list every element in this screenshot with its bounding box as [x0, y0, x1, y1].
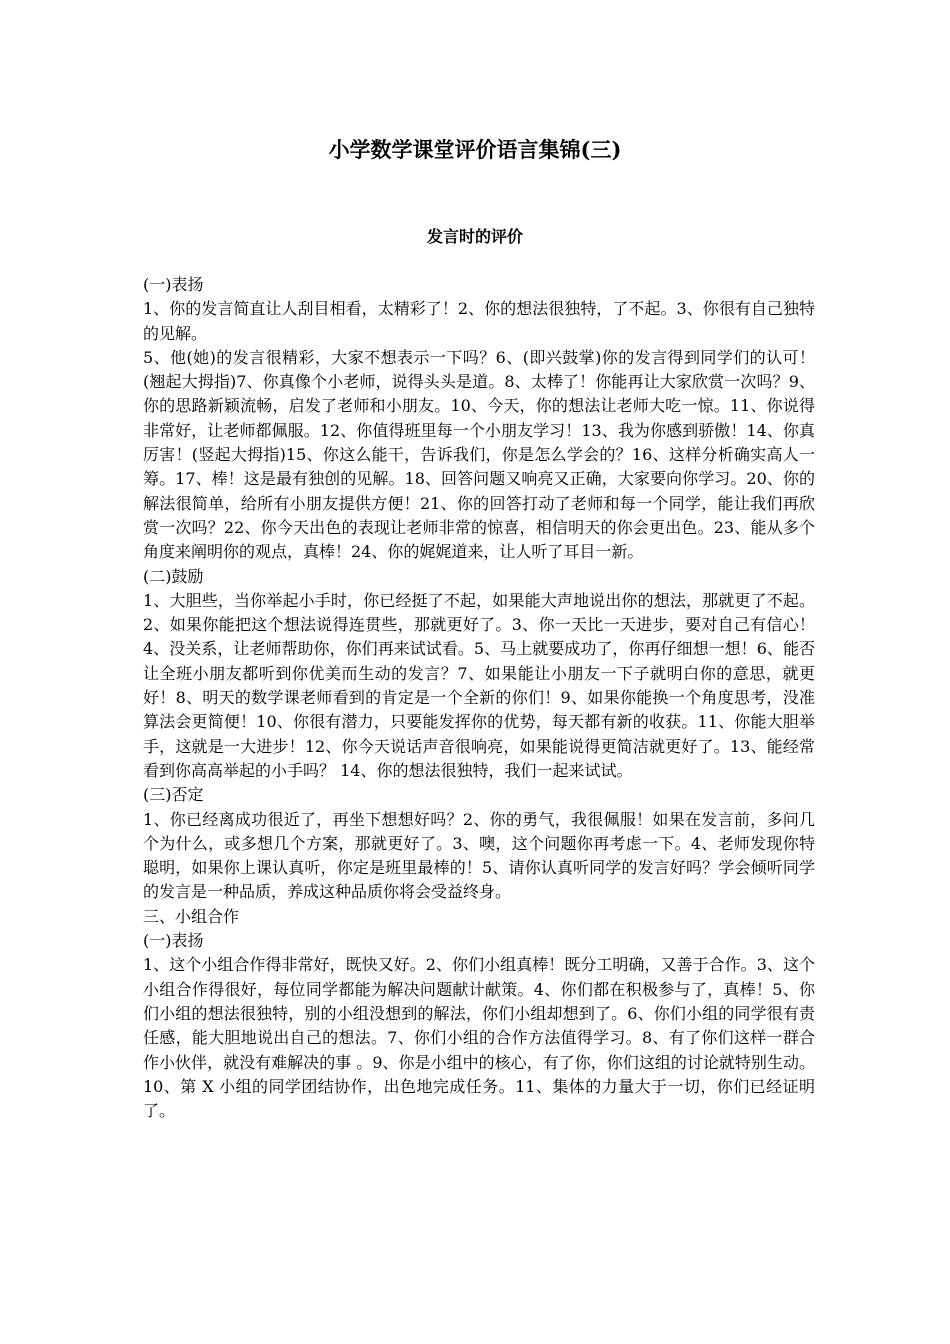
subheading-praise: (一)表扬 — [143, 931, 204, 951]
document-body — [143, 273, 815, 1123]
subheading-negative: (三)否定 — [143, 785, 204, 805]
paragraph: 5、他(她)的发言很精彩，大家不想表示一下吗？6、(即兴鼓掌)你的发言得到同学们的认可！(翘起大拇指)7、你真像个小老师，说得头头是道。8、太棒了！你能再让大家欣赏一次吗？9、你的思路新颖流畅，启发了老师和小朋友。10、今天，你的想法让老师大吃一惊。11、你说得非常好，让老师都佩服。12、你值得班里每一个小朋友学习！13、我为你感到骄傲！14、你真厉害！(竖起大拇指)15、你这么能干，告诉我们，你是怎么学会的？16、这样分析确实高人一筹。17、棒！这是最有独创的见解。18、回答问题又响亮又正确，大家要向你学习。20、你的解法很简单，给所有小朋友提供方便！21、你的回答打动了老师和每一个同学，能让我们再欣赏一次吗？22、你今天出色的表现让老师非常的惊喜，相信明天的你会更出色。23、能从多个角度来阐明你的观点，真棒！24、你的娓娓道来，让人听了耳目一新。 — [143, 347, 815, 562]
subheading-encourage: (二)鼓励 — [143, 566, 204, 586]
subheading-praise: (一)表扬 — [143, 275, 204, 294]
section-title: 发言时的评价 — [426, 227, 523, 246]
paragraph: 1、这个小组合作得非常好，既快又好。2、你们小组真棒！既分工明确，又善于合作。3、这个小组合作得很好，每位同学都能为解决问题献计献策。4、你们都在积极参与了，真棒！5、你们小组的想法很独特，别的小组没想到的解法，你们小组却想到了。6、你们小组的同学很有责任感，能大胆地说出自己的想法。7、你们小组的合作方法值得学习。8、有了你们这样一群合作小伙伴，就没有难解决的事 。9、你是小组中的核心，有了你，你们这组的讨论就特别生动。10、第 X 小组的同学团结协作，出色地完成任务。11、集体的力量大于一切，你们已经证明了。 — [143, 955, 815, 1121]
heading-group-cooperation: 三、小组合作 — [143, 906, 240, 926]
paragraph: 1、你的发言简直让人刮目相看，太精彩了！2、你的想法很独特，了不起。3、你很有自己独特的见解。 — [143, 299, 815, 343]
document-title: 小学数学课堂评价语言集锦(三) — [328, 137, 622, 162]
paragraph: 1、你已经离成功很近了，再坐下想想好吗？2、你的勇气，我很佩服！如果在发言前，多问几个为什么，或多想几个方案，那就更好了。3、噢，这个问题你再考虑一下。4、老师发现你特聪明，如果你上课认真听，你定是班里最棒的！5、请你认真听同学的发言好吗？学会倾听同学的发言是一种品质，养成这种品质你将会受益终身。 — [143, 809, 815, 902]
paragraph: 1、大胆些，当你举起小手时，你已经挺了不起，如果能大声地说出你的想法，那就更了不起。2、如果你能把这个想法说得连贯些，那就更好了。3、你一天比一天进步，要对自己有信心！4、没关系，让老师帮助你，你们再来试试看。5、马上就要成功了，你再仔细想一想！6、能否让全班小朋友都听到你优美而生动的发言？7、如果能让小朋友一下子就明白你的意思，就更好！8、明天的数学课老师看到的肯定是一个全新的你们！9、如果你能换一个角度思考，没准算法会更简便！10、你很有潜力，只要能发挥你的优势，每天都有新的收获。11、你能大胆举手，这就是一大进步！12、你今天说话声音很响亮，如果能说得更简洁就更好了。13、能经常看到你高高举起的小手吗？ 14、你的想法很独特，我们一起来试试。 — [143, 590, 815, 780]
